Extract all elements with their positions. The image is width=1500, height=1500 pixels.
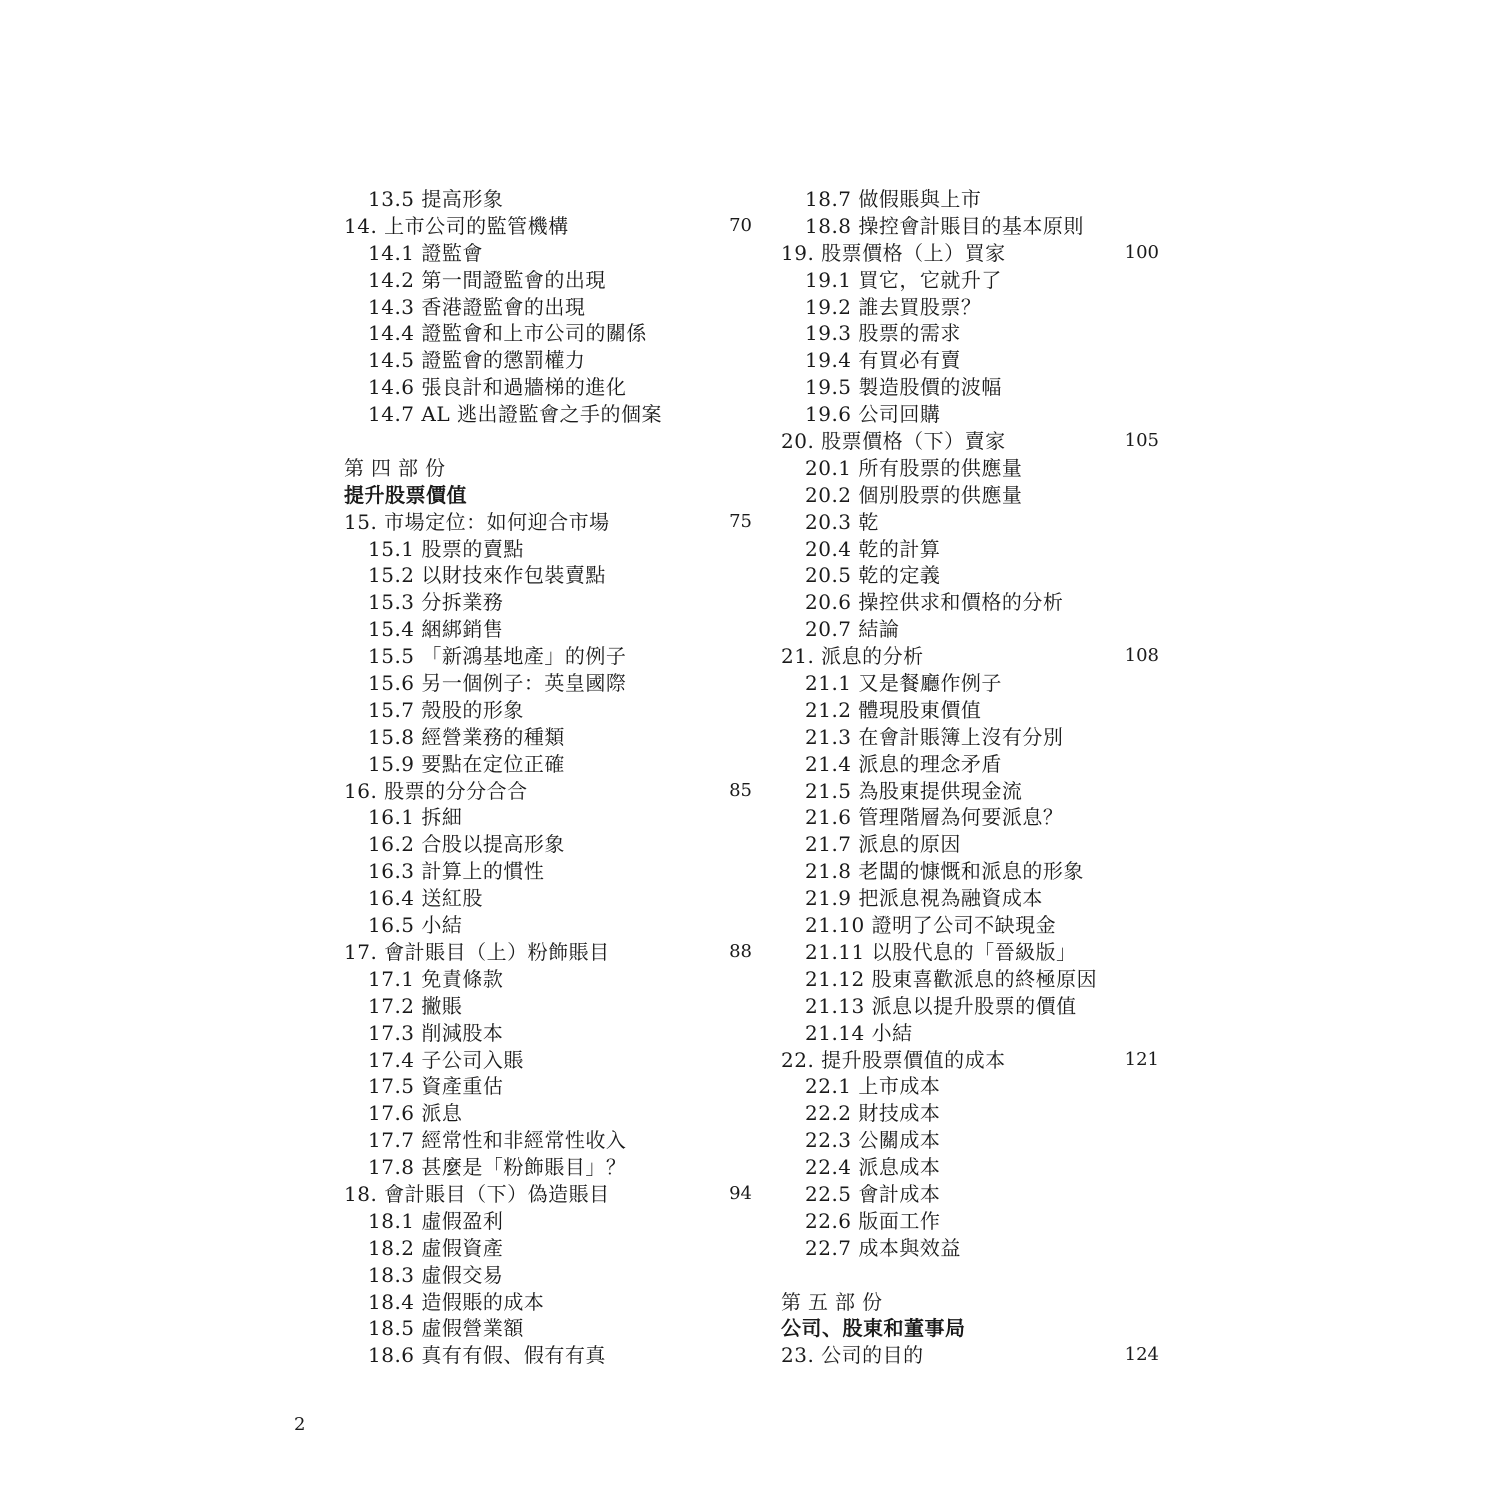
toc-entry-text: 14.2 第一間證監會的出現 [368, 267, 606, 292]
toc-subsection [781, 885, 1159, 912]
toc-subsection [344, 831, 752, 858]
toc-entry-text: 21.6 管理階層為何要派息？ [805, 805, 1064, 830]
toc-subsection [781, 1073, 1159, 1100]
toc-subsection [344, 751, 752, 778]
toc-entry-text: 21.4 派息的理念矛盾 [805, 751, 1002, 776]
toc-subsection [344, 186, 752, 213]
toc-entry-text: 18.7 做假賬與上市 [805, 187, 982, 211]
toc-entry-text: 21.5 為股東提供現金流 [805, 778, 1023, 803]
toc-subsection [344, 966, 752, 993]
toc-subsection [344, 240, 752, 267]
toc-entry-text: 18.5 虛假營業額 [368, 1316, 524, 1341]
toc-entry-text: 17.5 資產重估 [368, 1074, 504, 1099]
toc-entry-text: 21.1 又是餐廳作例子 [805, 671, 1002, 696]
toc-subsection [344, 1262, 752, 1289]
toc-subsection [781, 804, 1159, 831]
toc-entry-text: 18.2 虛假資產 [368, 1235, 504, 1260]
toc-entry-text: 14.6 張良計和過牆梯的進化 [368, 375, 627, 400]
toc-entry-text: 第五部份 [781, 1289, 889, 1314]
toc-page-number: 85 [729, 779, 752, 801]
toc-subsection [781, 401, 1159, 428]
toc-entry-text: 18.6 真有有假、假有有真 [368, 1343, 606, 1368]
toc-subsection [781, 858, 1159, 885]
toc-subsection [781, 1208, 1159, 1235]
toc-subsection [781, 455, 1159, 482]
toc-page-number: 124 [1124, 1344, 1159, 1366]
toc-entry-text: 16. 股票的分分合合 [344, 778, 528, 803]
toc-subsection [781, 320, 1159, 347]
toc-subsection [781, 939, 1159, 966]
toc-chapter [781, 428, 1159, 455]
toc-subsection [344, 993, 752, 1020]
toc-entry-text: 15.7 殼股的形象 [368, 697, 524, 722]
toc-page-number: 121 [1124, 1048, 1159, 1070]
toc-entry-text: 21.10 證明了公司不缺現金 [805, 913, 1057, 938]
toc-entry-text: 20.2 個別股票的供應量 [805, 482, 1023, 507]
toc-subsection [344, 1020, 752, 1047]
toc-entry-text: 18.4 造假賬的成本 [368, 1289, 545, 1314]
toc-subsection [344, 697, 752, 724]
toc-entry-text: 20.6 操控供求和價格的分析 [805, 590, 1064, 615]
toc-chapter [781, 240, 1159, 267]
toc-entry-text: 17. 會計賬目（上）粉飾賬目 [344, 939, 610, 964]
toc-entry-text: 20.4 乾的計算 [805, 536, 941, 561]
toc-entry-text: 21.14 小結 [805, 1020, 913, 1045]
toc-spacer [344, 428, 752, 455]
toc-entry-text: 第四部份 [344, 455, 452, 480]
toc-subsection [344, 1154, 752, 1181]
toc-entry-text: 21.8 老闆的慷慨和派息的形象 [805, 859, 1084, 884]
toc-subsection [781, 1154, 1159, 1181]
toc-subsection [344, 804, 752, 831]
toc-subsection [781, 1020, 1159, 1047]
toc-subsection [344, 347, 752, 374]
toc-entry-text: 19.6 公司回購 [805, 402, 941, 427]
toc-entry-text: 13.5 提高形象 [368, 187, 504, 211]
toc-entry-text: 15.4 綑綁銷售 [368, 617, 504, 642]
toc-subsection [344, 670, 752, 697]
toc-entry-text: 19.3 股票的需求 [805, 321, 961, 346]
toc-page-number: 88 [729, 940, 752, 962]
toc-part-heading [344, 455, 752, 482]
toc-entry-text: 17.4 子公司入賬 [368, 1047, 524, 1072]
toc-entry-text: 20.1 所有股票的供應量 [805, 455, 1023, 480]
toc-subsection [781, 267, 1159, 294]
toc-left-column [344, 186, 752, 1369]
toc-entry-text: 公司、股東和董事局 [781, 1316, 966, 1341]
toc-entry-text: 15.8 經營業務的種類 [368, 724, 565, 749]
toc-entry-text: 提升股票價值 [344, 482, 467, 507]
toc-entry-text: 22.2 財技成本 [805, 1101, 941, 1126]
toc-entry-text: 17.3 削減股本 [368, 1020, 504, 1045]
toc-entry-text: 17.2 撇賬 [368, 993, 463, 1018]
toc-subsection [344, 401, 752, 428]
toc-subsection [781, 589, 1159, 616]
toc-subsection [781, 616, 1159, 643]
toc-entry-text: 21.11 以股代息的「晉級版」 [805, 939, 1077, 964]
toc-entry-text: 15.1 股票的賣點 [368, 536, 524, 561]
toc-entry-text: 15.2 以財技來作包裝賣點 [368, 563, 606, 588]
toc-subsection [781, 562, 1159, 589]
toc-subsection [344, 1127, 752, 1154]
toc-subsection [781, 536, 1159, 563]
toc-subsection [344, 858, 752, 885]
toc-subsection [344, 1342, 752, 1369]
toc-entry-text: 15.5 「新鴻基地產」的例子 [368, 644, 627, 669]
toc-subsection [781, 1127, 1159, 1154]
toc-page-number: 108 [1124, 645, 1159, 667]
toc-entry-text: 22.1 上市成本 [805, 1074, 941, 1099]
toc-entry-text: 22.6 版面工作 [805, 1208, 941, 1233]
toc-subsection [344, 267, 752, 294]
toc-chapter [344, 1181, 752, 1208]
toc-entry-text: 15.3 分拆業務 [368, 590, 504, 615]
toc-entry-text: 21.9 把派息視為融資成本 [805, 886, 1043, 911]
toc-entry-text: 21.3 在會計賬簿上沒有分別 [805, 724, 1064, 749]
toc-subsection [781, 670, 1159, 697]
toc-subsection [781, 751, 1159, 778]
toc-entry-text: 21. 派息的分析 [781, 644, 924, 669]
toc-page-number: 105 [1124, 430, 1159, 452]
toc-entry-text: 21.13 派息以提升股票的價值 [805, 993, 1077, 1018]
toc-entry-text: 19.2 誰去買股票？ [805, 294, 982, 319]
toc-part-heading [781, 1289, 1159, 1316]
toc-subsection [344, 1235, 752, 1262]
toc-page-number: 94 [729, 1182, 752, 1204]
toc-chapter [344, 939, 752, 966]
toc-entry-text: 14.7 AL 逃出證監會之手的個案 [368, 402, 662, 427]
toc-entry-text: 14.3 香港證監會的出現 [368, 294, 586, 319]
toc-subsection [344, 1289, 752, 1316]
toc-subsection [344, 536, 752, 563]
toc-subsection [344, 724, 752, 751]
toc-chapter [781, 1047, 1159, 1074]
toc-entry-text: 20.5 乾的定義 [805, 563, 941, 588]
toc-page-number: 70 [729, 214, 752, 236]
toc-subsection [344, 616, 752, 643]
toc-entry-text: 21.2 體現股東價值 [805, 697, 982, 722]
toc-subsection [781, 966, 1159, 993]
toc-entry-text: 20. 股票價格（下）賣家 [781, 429, 1006, 454]
toc-subsection [344, 1100, 752, 1127]
toc-chapter [344, 213, 752, 240]
toc-entry-text: 17.8 甚麼是「粉飾賬目」？ [368, 1155, 627, 1180]
toc-entry-text: 20.7 結論 [805, 617, 900, 642]
toc-spacer [781, 1262, 1159, 1289]
toc-entry-text: 17.7 經常性和非經常性收入 [368, 1128, 627, 1153]
toc-subsection [781, 509, 1159, 536]
toc-subsection [781, 724, 1159, 751]
toc-subsection [344, 562, 752, 589]
toc-subsection [781, 1181, 1159, 1208]
toc-entry-text: 14.4 證監會和上市公司的關係 [368, 321, 647, 346]
toc-entry-text: 17.1 免責條款 [368, 966, 504, 991]
toc-entry-text: 14.5 證監會的懲罰權力 [368, 348, 586, 373]
toc-subsection [781, 697, 1159, 724]
toc-subsection [344, 374, 752, 401]
toc-subsection [781, 1235, 1159, 1262]
toc-subsection [344, 912, 752, 939]
toc-entry-text: 15.9 要點在定位正確 [368, 751, 565, 776]
toc-entry-text: 22.3 公關成本 [805, 1128, 941, 1153]
toc-entry-text: 22.7 成本與效益 [805, 1235, 961, 1260]
toc-chapter [344, 509, 752, 536]
toc-entry-text: 21.7 派息的原因 [805, 832, 961, 857]
toc-part-title [781, 1315, 1159, 1342]
toc-subsection [344, 643, 752, 670]
toc-entry-text: 16.5 小結 [368, 913, 463, 938]
toc-entry-text: 18. 會計賬目（下）偽造賬目 [344, 1181, 610, 1206]
toc-entry-text: 16.4 送紅股 [368, 886, 483, 911]
toc-subsection [781, 347, 1159, 374]
toc-subsection [781, 186, 1159, 213]
toc-entry-text: 22. 提升股票價值的成本 [781, 1047, 1006, 1072]
toc-subsection [344, 1315, 752, 1342]
toc-subsection [344, 1047, 752, 1074]
toc-entry-text: 16.3 計算上的慣性 [368, 859, 545, 884]
toc-subsection [781, 912, 1159, 939]
toc-right-column [781, 186, 1159, 1369]
toc-entry-text: 17.6 派息 [368, 1101, 463, 1126]
toc-entry-text: 18.3 虛假交易 [368, 1262, 504, 1287]
toc-subsection [344, 320, 752, 347]
toc-subsection [344, 885, 752, 912]
toc-entry-text: 19.5 製造股價的波幅 [805, 375, 1002, 400]
toc-subsection [781, 1100, 1159, 1127]
toc-entry-text: 20.3 乾 [805, 509, 879, 534]
toc-entry-text: 23. 公司的目的 [781, 1343, 924, 1368]
toc-page-number: 75 [729, 510, 752, 532]
toc-chapter [781, 643, 1159, 670]
page-number: 2 [294, 1414, 306, 1435]
toc-subsection [344, 294, 752, 321]
toc-subsection [781, 294, 1159, 321]
toc-entry-text: 18.1 虛假盈利 [368, 1208, 504, 1233]
toc-entry-text: 22.5 會計成本 [805, 1181, 941, 1206]
toc-entry-text: 16.1 拆細 [368, 805, 463, 830]
toc-chapter [781, 1342, 1159, 1369]
toc-subsection [781, 374, 1159, 401]
toc-entry-text: 22.4 派息成本 [805, 1155, 941, 1180]
toc-entry-text: 19.1 買它，它就升了 [805, 267, 1002, 292]
toc-entry-text: 19. 股票價格（上）買家 [781, 240, 1006, 265]
toc-chapter [344, 778, 752, 805]
toc-entry-text: 14. 上市公司的監管機構 [344, 213, 569, 238]
toc-entry-text: 16.2 合股以提高形象 [368, 832, 565, 857]
toc-subsection [781, 993, 1159, 1020]
toc-entry-text: 21.12 股東喜歡派息的終極原因 [805, 966, 1098, 991]
toc-page-number: 100 [1124, 241, 1159, 263]
toc-subsection [781, 831, 1159, 858]
toc-entry-text: 18.8 操控會計賬目的基本原則 [805, 213, 1084, 238]
toc-entry-text: 19.4 有買必有賣 [805, 348, 961, 373]
toc-entry-text: 15. 市場定位：如何迎合市場 [344, 509, 610, 534]
toc-subsection [344, 1208, 752, 1235]
toc-subsection [781, 778, 1159, 805]
toc-entry-text: 15.6 另一個例子：英皇國際 [368, 671, 627, 696]
toc-part-title [344, 482, 752, 509]
toc-entry-text: 14.1 證監會 [368, 240, 483, 265]
toc-subsection [344, 589, 752, 616]
toc-subsection [781, 213, 1159, 240]
toc-subsection [781, 482, 1159, 509]
toc-subsection [344, 1073, 752, 1100]
